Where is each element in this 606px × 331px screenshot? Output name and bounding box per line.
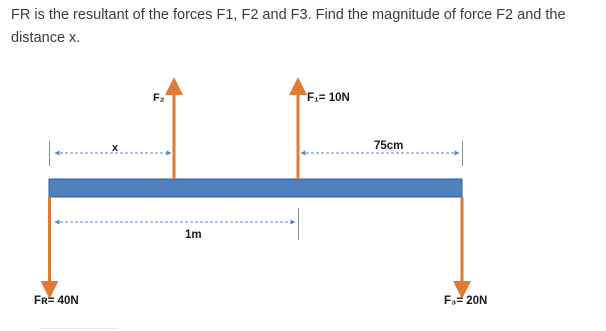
label-f3: F₃= 20N [444, 295, 488, 307]
label-f2: F₂ [153, 92, 165, 104]
label-fr: Fʀ= 40N [34, 295, 79, 307]
label-distance-75cm: 75cm [374, 140, 404, 152]
label-distance-x: x [112, 142, 119, 154]
divider [40, 328, 118, 329]
label-distance-1m: 1m [185, 229, 202, 241]
beam [49, 179, 462, 197]
label-f1: F₁= 10N [307, 92, 350, 104]
problem-statement: FR is the resultant of the forces F1, F2 and F3. Find the magnitude of force F2 and the distance x. [11, 7, 566, 46]
